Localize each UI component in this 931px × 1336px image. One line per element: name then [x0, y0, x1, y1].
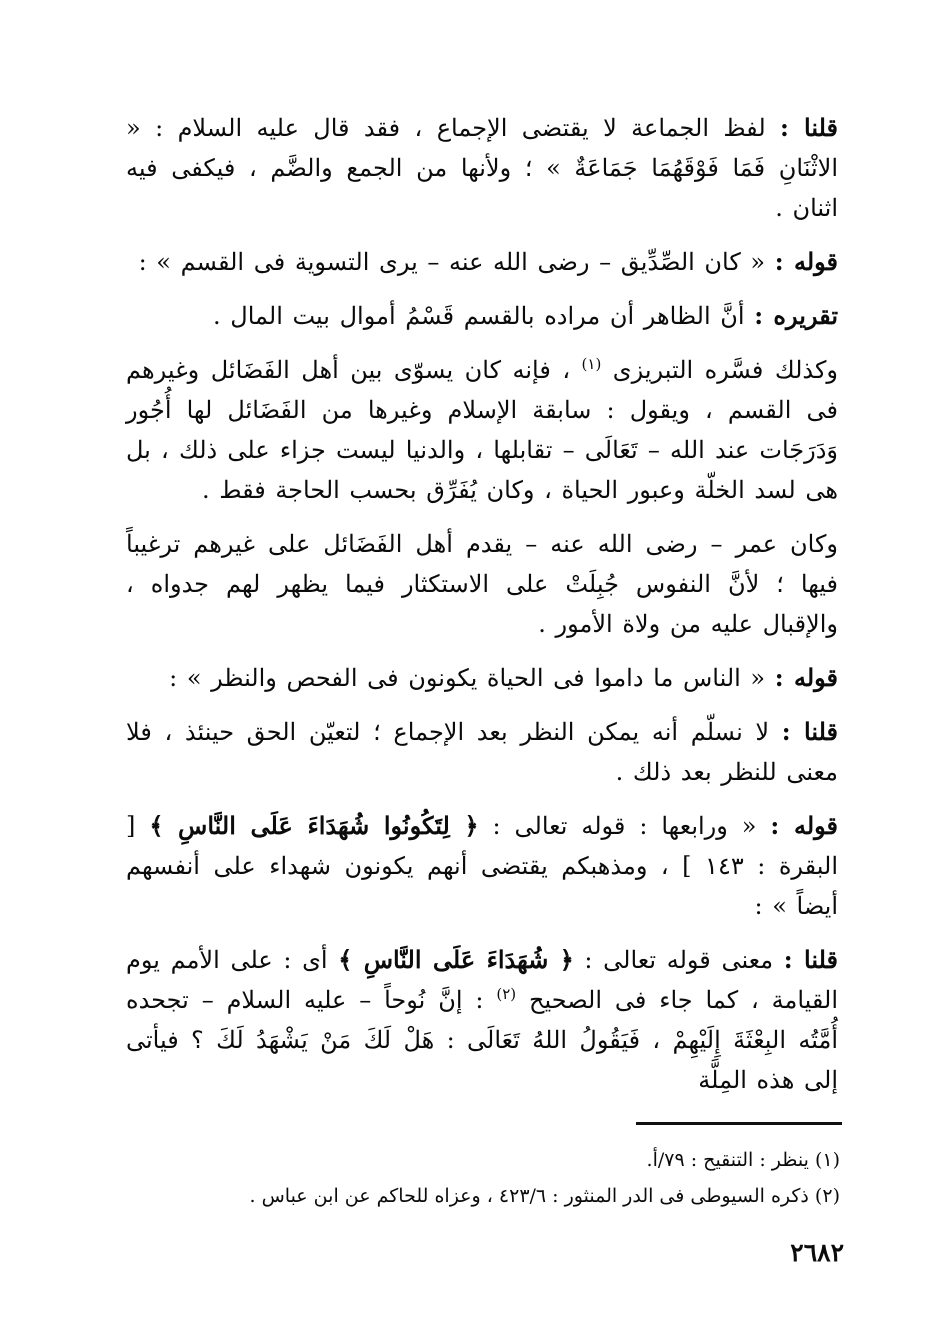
- paragraph-8-lead: قوله :: [770, 811, 838, 840]
- footnote-1: (١) ينظر : التنقيح : ٧٩/أ.: [646, 1149, 840, 1171]
- paragraph-3: [126, 296, 838, 336]
- footnote-ref-2: (٢): [496, 985, 517, 1003]
- paragraph-2-lead: قوله :: [774, 247, 838, 276]
- paragraph-5-text: وكان عمر – رضى الله عنه – يقدم أهل الفَضَائل على غيرهم ترغيباً فيها ؛ لأنَّ النفوس جُبِلَتْ على الاستكثار فيما يظهر لهم جدواه ، والإقبال عليه من ولاة الأمور .: [126, 530, 838, 638]
- paragraph-8-text: [ البقرة : ١٤٣ ] ، ومذهبكم يقتضى أنهم يكونون شهداء على أنفسهم أيضاً » :: [126, 812, 838, 920]
- paragraph-6-lead: قوله :: [774, 663, 838, 692]
- paragraph-1-lead: قلنا :: [780, 113, 839, 142]
- paragraph-4-text: ، فإنه كان يسوّى بين أهل الفَضَائل وغيرهم فى القسم ، ويقول : سابقة الإسلام وغيرها من الفَضَائل لها أُجُور وَدَرَجَات عند الله – تَعَالَى – تقابلها ، والدنيا ليست جزاء على ذلك ، بل هى لسد الخلّة وعبور الحياة ، وكان يُفَرِّق بحسب الحاجة فقط .: [126, 356, 838, 504]
- paragraph-7-text: لا نسلّم أنه يمكن النظر بعد الإجماع ؛ لتعيّن الحق حينئذ ، فلا معنى للنظر بعد ذلك .: [126, 718, 838, 786]
- paragraph-4: [126, 350, 838, 510]
- paragraph-1-text: لفظ الجماعة لا يقتضى الإجماع ، فقد قال عليه السلام : « الاثْنَانِ فَمَا فَوْقَهُمَا جَمَاعَةٌ » ؛ ولأنها من الجمع والضَّم ، فيكفى فيه اثنان .: [126, 114, 838, 222]
- paragraph-7-lead: قلنا :: [781, 717, 839, 746]
- paragraph-1: [126, 108, 838, 228]
- paragraph-4-text-before-ref: وكذلك فسَّره التبريزى: [601, 356, 839, 384]
- paragraph-7: [126, 712, 838, 792]
- page-number: ٢٦٨٢: [790, 1238, 844, 1267]
- quran-verse-2: ﴿ شُهَدَاءَ عَلَى النَّاسِ ﴾: [338, 945, 574, 974]
- paragraph-8: [126, 806, 838, 926]
- paragraph-5: [126, 524, 838, 644]
- paragraph-8-text-before-quran: « ورابعها : قوله تعالى :: [478, 812, 771, 840]
- paragraph-3-text: أنَّ الظاهر أن مراده بالقسم قَسْمُ أموال بيت المال .: [213, 302, 755, 330]
- paragraph-9: [126, 940, 838, 1100]
- paragraph-6-text: « الناس ما داموا فى الحياة يكونون فى الفحص والنظر » :: [169, 664, 775, 692]
- paragraph-3-lead: تقريره :: [754, 301, 838, 330]
- paragraph-9-text-before-ref: أى : على الأمم يوم القيامة ، كما جاء فى الصحيح: [126, 946, 838, 1014]
- paragraph-2: [126, 242, 838, 282]
- paragraph-9-lead: قلنا :: [783, 945, 839, 974]
- footnote-2: (٢) ذكره السيوطى فى الدر المنثور : ٤٢٣/٦ ، وعزاه للحاكم عن ابن عباس .: [249, 1185, 840, 1207]
- paragraph-2-text: « كان الصِّدِّيق – رضى الله عنه – يرى التسوية فى القسم » :: [138, 248, 775, 276]
- paragraph-6: [126, 658, 838, 698]
- main-text: [126, 108, 838, 1114]
- footnote-ref-1: (١): [581, 355, 602, 373]
- footnote-separator: [636, 1122, 842, 1125]
- quran-verse-1: ﴿ لِتَكُونُوا شُهَدَاءَ عَلَى النَّاسِ ﴾: [149, 811, 479, 840]
- paragraph-9-text-before-quran: معنى قوله تعالى :: [573, 946, 784, 974]
- paragraph-9-text: : إنَّ نُوحاً – عليه السلام – تجحده أُمَّتُه البِعْثَةَ إِلَيْهِمْ ، فَيَقُولُ اللهُ تَعَالَى : هَلْ لَكَ مَنْ يَشْهَدُ لَكَ ؟ فيأتى إلى هذه المِلَّة: [126, 986, 838, 1094]
- footnotes: [160, 1142, 840, 1214]
